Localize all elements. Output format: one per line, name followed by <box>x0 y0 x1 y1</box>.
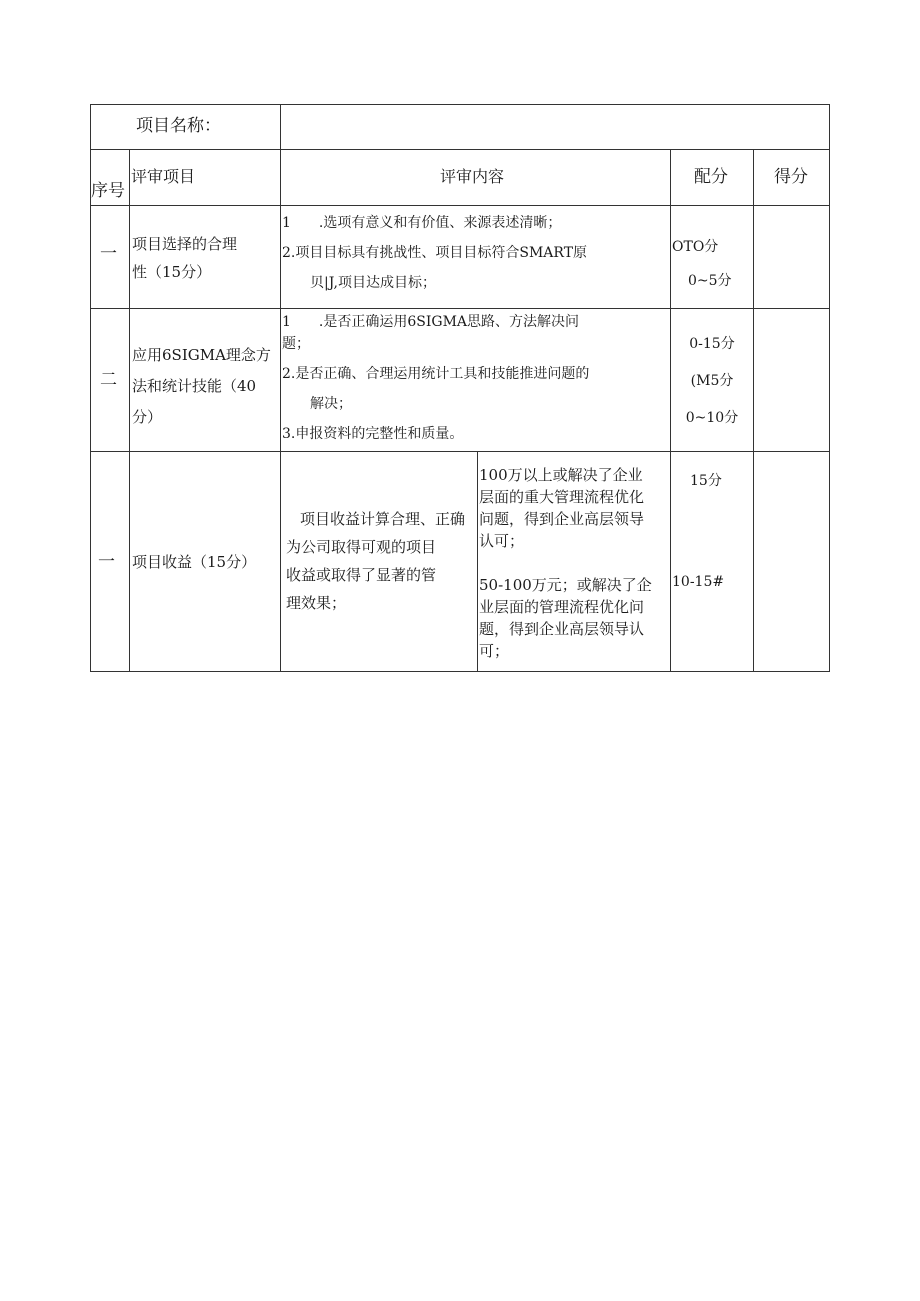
tier1-line: 层面的重大管理流程优化 <box>479 488 645 506</box>
row3-item: 项目收益（15分） <box>132 553 257 571</box>
row1-seq: 一 <box>100 244 117 264</box>
tier2-line: 题，得到企业高层领导认 <box>479 620 645 638</box>
row3-tier-2 <box>479 574 669 662</box>
row1-item <box>132 230 278 286</box>
row1-score <box>672 230 752 298</box>
header-score: 配分 <box>694 167 728 187</box>
row3-content-line: 项目收益计算合理、正确 <box>300 510 466 528</box>
row3-got-value[interactable] <box>755 453 828 670</box>
row3-content-line: 为公司取得可观的项目 <box>286 538 437 556</box>
project-name-label: 项目名称： <box>136 116 221 136</box>
row1-content-line: 1 .选项有意义和有价值、来源表述清晰； <box>282 215 562 231</box>
row3-seq: 一 <box>98 552 115 572</box>
tier1-line: 100万以上或解决了企业 <box>479 466 643 484</box>
row1-content <box>282 208 670 298</box>
row2-content <box>282 311 670 450</box>
row1-got-value[interactable] <box>755 207 828 307</box>
row2-seq: 二 <box>100 370 117 390</box>
table-border-bottom <box>90 671 830 672</box>
row2-score-line: (M5分 <box>690 373 734 389</box>
row2-score-line: 0~10分 <box>685 410 739 426</box>
row2-content-line: 2.是否正确、合理运用统计工具和技能推进问题的 <box>282 366 590 382</box>
row2-item-line: 分） <box>132 408 163 426</box>
row2-score <box>672 326 752 437</box>
col-divider <box>477 451 478 671</box>
row-divider <box>90 308 830 309</box>
col-divider <box>280 104 281 672</box>
row1-score-line: 0~5分 <box>688 273 732 289</box>
col-divider <box>753 149 754 672</box>
tier1-line: 认可； <box>479 532 525 550</box>
row2-content-line: 解决； <box>310 396 352 412</box>
row2-item-line: 法和统计技能（40 <box>132 377 257 395</box>
header-seq: 序号 <box>91 181 125 201</box>
row-divider <box>90 149 830 150</box>
table-border-top <box>90 104 830 105</box>
evaluation-table <box>90 104 830 672</box>
row3-content-line: 收益或取得了显著的管 <box>286 566 437 584</box>
row2-content-line: 3.申报资料的完整性和质量。 <box>282 426 464 442</box>
row1-item-line: 性（15分） <box>132 263 212 281</box>
header-content: 评审内容 <box>440 167 505 186</box>
row3-tier2-score: 10-15# <box>672 574 725 590</box>
row2-content-line: 1 .是否正确运用6SIGMA思路、方法解决问 <box>282 314 580 330</box>
tier2-line: 业层面的管理流程优化问 <box>479 598 645 616</box>
row3-tier1-score: 15分 <box>690 473 722 489</box>
project-name-value[interactable] <box>282 106 828 148</box>
tier1-line: 问题，得到企业高层领导 <box>479 510 645 528</box>
header-item: 评审项目 <box>131 167 196 186</box>
row3-tier-1 <box>479 464 669 552</box>
row3-content-line: 理效果； <box>286 594 347 612</box>
row-divider <box>90 451 830 452</box>
row3-content-left <box>286 505 476 617</box>
row2-got-value[interactable] <box>755 310 828 450</box>
row2-score-line: 0-15分 <box>689 336 735 352</box>
row2-content-line: 题； <box>282 336 310 352</box>
table-border-right <box>829 104 830 672</box>
row1-content-line: 贝|J,项目达成目标； <box>310 275 436 291</box>
col-divider <box>670 149 671 672</box>
row2-item-line: 应用6SIGMA理念方 <box>132 346 271 364</box>
row1-item-line: 项目选择的合理 <box>132 235 238 253</box>
tier2-line: 50-100万元；或解决了企 <box>479 576 652 594</box>
row-divider <box>90 205 830 206</box>
header-got: 得分 <box>774 167 808 187</box>
tier2-line: 可； <box>479 642 510 660</box>
row1-score-line: OTO分 <box>672 239 719 255</box>
row2-item <box>132 340 278 433</box>
col-divider <box>129 149 130 672</box>
row1-content-line: 2.项目目标具有挑战性、项目目标符合SMART原 <box>282 245 588 261</box>
